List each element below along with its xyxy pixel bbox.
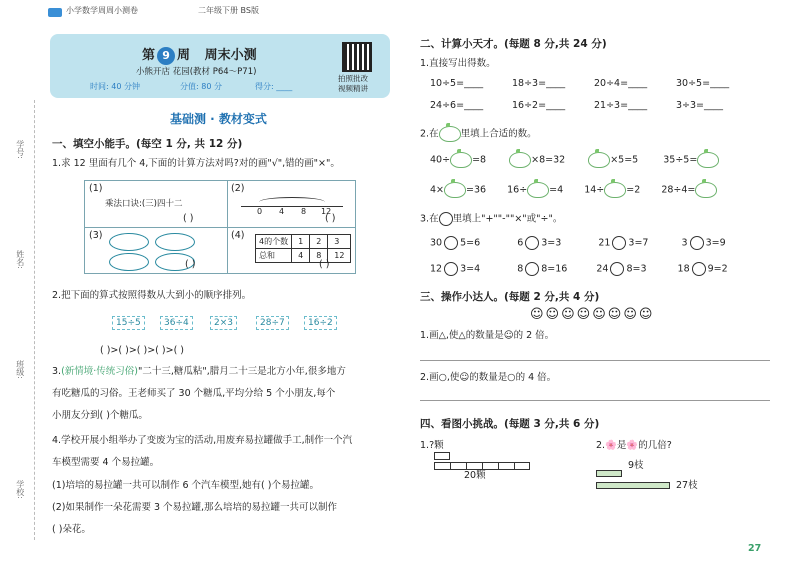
p3-b: 2.画○,使☺的数量是○的 4 倍。 bbox=[420, 372, 557, 383]
banner bbox=[50, 34, 390, 98]
q1-text: 1.求 12 里面有几个 4,下面的计算方法对吗?对的画"√",错的画"×"。 bbox=[52, 158, 340, 169]
section-title: 基础测 · 教材变式 bbox=[170, 112, 267, 126]
tick-12: 12 bbox=[321, 207, 332, 216]
part4-title: 四、看图小挑战。(每题 3 分,共 6 分) bbox=[420, 418, 600, 430]
tick-0: 0 bbox=[257, 207, 263, 216]
header-strip bbox=[48, 6, 378, 20]
apple-blank[interactable] bbox=[444, 182, 466, 198]
op-blank[interactable] bbox=[690, 236, 704, 250]
box2-label: (2) bbox=[231, 183, 245, 194]
dot-group-3 bbox=[109, 253, 149, 271]
q4-a: (1)培培的易拉罐一共可以制作 6 个汽车模型,她有( )个易拉罐。 bbox=[52, 480, 319, 491]
calc-item: 18÷3=____ bbox=[512, 78, 566, 89]
apple-blank[interactable] bbox=[697, 152, 719, 168]
op-blank[interactable] bbox=[525, 262, 539, 276]
page-number: 27 bbox=[748, 543, 762, 554]
calc-item: 21÷3=____ bbox=[594, 100, 648, 111]
apple-icon bbox=[439, 126, 461, 142]
box1-text: 乘法口诀:(三)四十二 bbox=[105, 199, 183, 209]
op-blank[interactable] bbox=[525, 236, 539, 250]
p3-a: 1.画△,使△的数量是☺的 2 倍。 bbox=[420, 330, 555, 341]
apple-row-1: 40÷ =8 ×8=32 ×5=5 35÷5= bbox=[430, 152, 719, 168]
r3-text: 3.在 里填上"+""-""×"或"÷"。 bbox=[420, 213, 563, 225]
calc-grid bbox=[430, 78, 760, 118]
grade-text: 二年级下册 BS版 bbox=[198, 6, 259, 15]
brand-text: 小学数学周周小测卷 bbox=[66, 6, 138, 15]
tick-4: 4 bbox=[279, 207, 285, 216]
apple-row-2: 4× =36 16÷ =4 14÷ =2 28÷4= bbox=[430, 182, 717, 198]
box2-answer[interactable]: ( ) bbox=[325, 213, 336, 224]
margin-student-id: 学号: bbox=[15, 140, 25, 159]
q4-b: (2)如果制作一朵花需要 3 个易拉罐,那么培培的易拉罐一共可以制作 bbox=[52, 502, 338, 513]
p4-b: 2.🌸是🌸的几倍? bbox=[596, 440, 672, 451]
ops-row-2: 12 3=4 8 8=16 24 8=3 18 9=2 bbox=[430, 263, 728, 275]
apple-blank[interactable] bbox=[509, 152, 531, 168]
answer-line-2[interactable] bbox=[420, 400, 770, 401]
banner-time: 时间: 40 分钟 bbox=[90, 82, 140, 91]
calc-item: 3÷3=____ bbox=[676, 100, 724, 111]
jump-arcs bbox=[259, 197, 325, 207]
cell: 4的个数 bbox=[256, 235, 292, 249]
banner-sub: 小熊开店 花园(教材 P64～P71) bbox=[136, 67, 257, 77]
q3-line2: 有吃糖瓜的习俗。王老师买了 30 个糖瓜,平均分给 5 个小朋友,每个 bbox=[52, 388, 336, 399]
dot-group-1 bbox=[109, 233, 149, 251]
expr-tag: 2×3 bbox=[210, 316, 237, 330]
calc-item: 30÷5=____ bbox=[676, 78, 730, 89]
q2-text: 2.把下面的算式按照得数从大到小的顺序排列。 bbox=[52, 290, 252, 301]
op-blank[interactable] bbox=[692, 262, 706, 276]
ops-row-1: 30 5=6 6 3=3 21 3=7 3 3=9 bbox=[430, 237, 726, 249]
part2-title: 二、计算小天才。(每题 8 分,共 24 分) bbox=[420, 38, 607, 50]
box4-answer[interactable]: ( ) bbox=[319, 259, 330, 270]
expr-tag: 16÷2 bbox=[304, 316, 337, 330]
margin-name: 姓名: bbox=[15, 250, 25, 269]
cell: 8 bbox=[310, 249, 328, 263]
qr-text-2: 视频精讲 bbox=[338, 84, 368, 93]
cell: 总和 bbox=[256, 249, 292, 263]
q3-line3: 小朋友分到( )个糖瓜。 bbox=[52, 410, 148, 421]
p4-b-27: 27枝 bbox=[676, 480, 698, 491]
banner-got: 得分: ____ bbox=[255, 82, 293, 91]
q4-line2: 车模型需要 4 个易拉罐。 bbox=[52, 457, 160, 468]
box3-label: (3) bbox=[89, 230, 103, 241]
circle-icon bbox=[439, 212, 453, 226]
op-blank[interactable] bbox=[444, 236, 458, 250]
answer-line-1[interactable] bbox=[420, 360, 770, 361]
q4-line1: 4.学校开展小组举办了变废为宝的活动,用废弃易拉罐做手工,制作一个汽 bbox=[52, 435, 353, 446]
apple-blank[interactable] bbox=[604, 182, 626, 198]
week-number-badge: 9 bbox=[157, 47, 175, 65]
grid-hline bbox=[85, 227, 355, 228]
part3-title: 三、操作小达人。(每题 2 分,共 4 分) bbox=[420, 291, 600, 303]
op-blank[interactable] bbox=[612, 236, 626, 250]
calc-item: 24÷6=____ bbox=[430, 100, 484, 111]
bar-27 bbox=[596, 482, 670, 489]
op-blank[interactable] bbox=[610, 262, 624, 276]
bar-short bbox=[434, 452, 450, 460]
calc-item: 20÷4=____ bbox=[594, 78, 648, 89]
bar-long bbox=[434, 462, 530, 470]
margin-class: 班级: bbox=[15, 360, 25, 379]
p4-b-9: 9枝 bbox=[628, 460, 644, 471]
q3-line1: 3.(新情境·传统习俗)"二十三,糖瓜粘",腊月二十三是北方小年,很多地方 bbox=[52, 366, 346, 377]
qr-text-1: 拍照批改 bbox=[338, 74, 368, 83]
p4-a-label: 20颗 bbox=[464, 470, 486, 481]
order-answer[interactable]: ( )>( )>( )>( )>( ) bbox=[100, 345, 185, 356]
apple-blank[interactable] bbox=[450, 152, 472, 168]
binding-line bbox=[34, 100, 35, 540]
expr-tag: 28÷7 bbox=[256, 316, 289, 330]
box4-label: (4) bbox=[231, 230, 245, 241]
calc-item: 16÷2=____ bbox=[512, 100, 566, 111]
part1-title: 一、填空小能手。(每空 1 分, 共 12 分) bbox=[52, 138, 243, 150]
box1-label: (1) bbox=[89, 183, 103, 194]
r1-text: 1.直接写出得数。 bbox=[420, 58, 496, 69]
apple-blank[interactable] bbox=[588, 152, 610, 168]
apple-blank[interactable] bbox=[695, 182, 717, 198]
margin-school: 学校: bbox=[15, 480, 25, 499]
op-blank[interactable] bbox=[444, 262, 458, 276]
cell: 2 bbox=[310, 235, 328, 249]
tick-8: 8 bbox=[301, 207, 307, 216]
banner-title: 第 9 周 周末小测 bbox=[142, 48, 257, 63]
expr-tag: 36÷4 bbox=[160, 316, 193, 330]
cell: 4 bbox=[292, 249, 310, 263]
box3-answer[interactable]: ( ) bbox=[185, 259, 196, 270]
apple-blank[interactable] bbox=[527, 182, 549, 198]
cell: 1 bbox=[292, 235, 310, 249]
expr-tag: 15÷5 bbox=[112, 316, 145, 330]
q4-c: ( )朵花。 bbox=[52, 524, 91, 535]
q1-grid bbox=[84, 180, 356, 274]
qr-code[interactable] bbox=[342, 42, 372, 72]
cell: 12 bbox=[328, 249, 351, 263]
box4-table bbox=[255, 234, 351, 263]
bar-9 bbox=[596, 470, 622, 477]
calc-item: 10÷5=____ bbox=[430, 78, 484, 89]
cell: 3 bbox=[328, 235, 351, 249]
p4-a: 1.?颗 bbox=[420, 440, 444, 451]
dot-group-2 bbox=[155, 233, 195, 251]
box1-answer[interactable]: ( ) bbox=[183, 213, 194, 224]
brand-badge bbox=[48, 8, 62, 17]
r2-text: 2.在 里填上合适的数。 bbox=[420, 126, 537, 142]
smiley-row: ☺☺☺☺☺☺☺☺ bbox=[530, 307, 655, 322]
banner-score: 分值: 80 分 bbox=[180, 82, 222, 91]
